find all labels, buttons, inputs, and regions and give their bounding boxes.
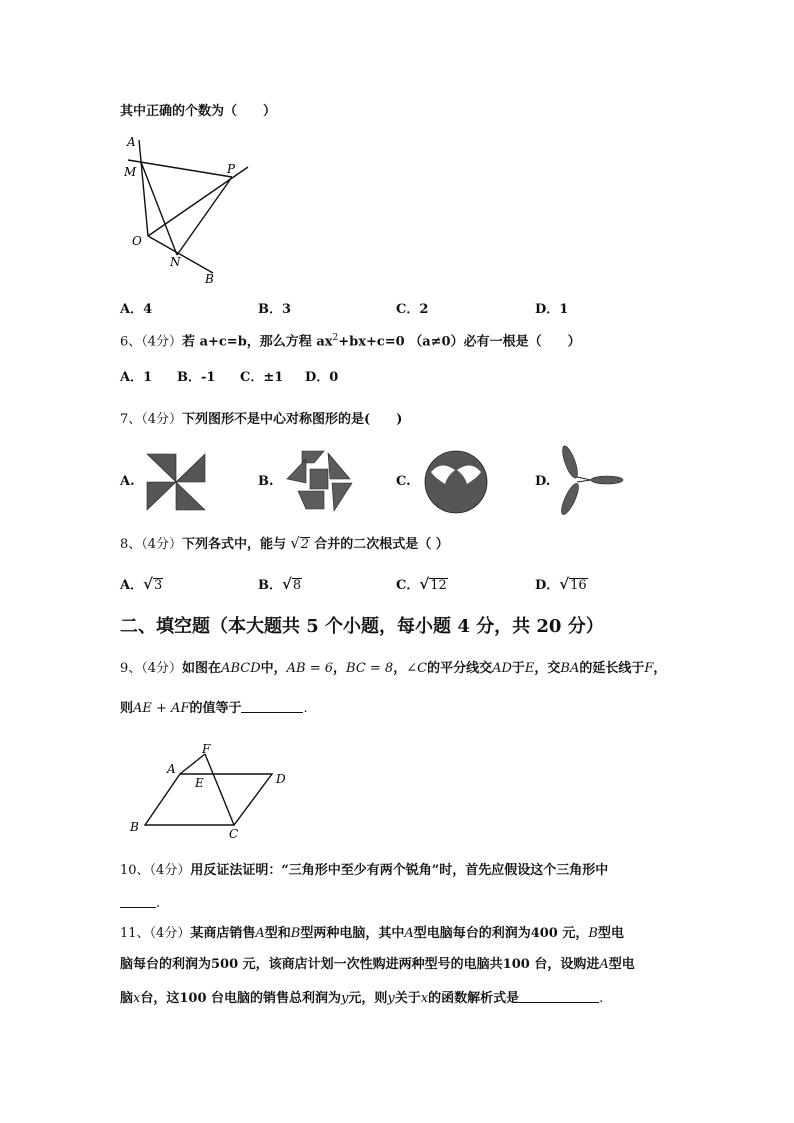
q10-text: 用反证法证明：“三角形中至少有两个锐角”时，首先应假设这个三角形中	[190, 863, 609, 878]
q5-label-p: P	[227, 162, 236, 176]
q11-text-5: 型电	[597, 926, 624, 941]
q6-option-c[interactable]: C．±1	[240, 370, 284, 385]
q9-math-ae-af: AE + AF	[133, 701, 190, 716]
q11-text-10: 的函数解析式是	[428, 991, 520, 1006]
q9-math-abcd: ABCD	[221, 661, 261, 676]
q10-stem	[120, 864, 608, 877]
q6-superscript: 2	[332, 333, 339, 343]
q6-text-a: 若 a+c=b，那么方程 ax	[182, 334, 333, 350]
q8-text-a: 下列各式中，能与	[182, 537, 287, 552]
q8-option-d-label: D．	[535, 578, 560, 593]
q11-text-7: 台，这100 台电脑的销售总利润为	[140, 991, 342, 1006]
q9-math-angle-c: ∠C	[406, 661, 428, 676]
q8-sqrt-2: √2	[290, 534, 310, 552]
q9-text-2: 中，	[260, 661, 287, 676]
q6-option-b[interactable]: B．-1	[177, 370, 216, 385]
q11-math-y-1: y	[341, 991, 349, 1006]
q9-text-equals: 的值等于	[189, 701, 242, 716]
q11-math-y-2: y	[387, 991, 395, 1006]
q5-label-o: O	[132, 234, 142, 248]
q10-answer-blank[interactable]	[120, 895, 156, 908]
q11-number: 11、（4分）	[120, 926, 191, 941]
q5-label-n: N	[170, 255, 181, 269]
line-mn	[141, 162, 177, 255]
q6-stem	[120, 334, 581, 348]
q5-option-a[interactable]: A．4	[120, 302, 153, 317]
q7-shape-d-propeller	[556, 444, 626, 518]
q9-label-a: A	[167, 762, 176, 776]
q9-stem-line1	[120, 662, 666, 675]
q11-math-b-1: B	[290, 926, 301, 941]
q11-text-2: 型和	[264, 926, 291, 941]
q8-text-b: 合并的二次根式是（ ）	[314, 537, 449, 552]
q9-text-7: ，交	[534, 661, 561, 676]
q9-text-3: ，	[333, 661, 347, 676]
q9-math-ab: AB = 6	[286, 661, 334, 676]
q9-label-d: D	[276, 772, 286, 786]
q11-math-a-1: A	[255, 926, 265, 941]
q7-text: 下列图形不是中心对称图形的是( )	[182, 412, 403, 427]
q11-math-b-2: B	[588, 926, 598, 941]
q7-option-d[interactable]: D.	[535, 474, 551, 489]
q5-label-a: A	[127, 135, 136, 149]
q5-option-c[interactable]: C．2	[396, 302, 429, 317]
q10-answer-line	[120, 895, 160, 910]
q11-text-line2: 脑每台的利润为500 元，该商店计划一次性购进两种型号的电脑共100 台，设购进	[120, 957, 600, 972]
q8-option-c[interactable]: C．√12	[396, 575, 447, 593]
q11-math-a-3: A	[599, 957, 609, 972]
q9-text-5: 的平分线交	[427, 661, 493, 676]
q11-math-a-2: A	[404, 926, 414, 941]
q8-option-c-label: C．	[396, 578, 420, 593]
q9-label-f: F	[202, 742, 211, 756]
q7-option-c[interactable]: C.	[396, 474, 411, 489]
q8-option-d[interactable]: D．√16	[535, 575, 587, 593]
q7-option-a[interactable]: A.	[120, 474, 135, 489]
q9-text-4: ，	[393, 661, 407, 676]
q5-option-b[interactable]: B．3	[258, 302, 292, 317]
q5-option-d[interactable]: D．1	[535, 302, 569, 317]
q6-number: 6、（4分）	[120, 334, 183, 350]
q11-stem-line2	[120, 958, 635, 971]
q6-option-a[interactable]: A．1	[120, 370, 153, 385]
q11-text-6: 脑	[120, 991, 134, 1006]
q9-text-6: 于	[511, 661, 525, 676]
q8-option-b[interactable]: B．√8	[258, 575, 302, 593]
q8-option-a-label: A．	[120, 578, 144, 593]
q11-answer-blank[interactable]	[519, 990, 599, 1003]
q11-text-line2-end: 型电	[608, 957, 635, 972]
q7-shape-a-pinwheel	[147, 454, 205, 510]
q9-answer-blank[interactable]	[241, 700, 303, 713]
q8-option-a-radicand: 3	[153, 578, 163, 593]
q9-math-e: E	[524, 661, 535, 676]
q10-period: .	[156, 896, 161, 911]
line-np	[177, 177, 232, 255]
q8-option-a[interactable]: A．√3	[120, 575, 163, 593]
q11-text-3: 型两种电脑，其中	[300, 926, 405, 941]
q9-text-1: 如图在	[182, 661, 222, 676]
q9-math-f: F	[644, 661, 654, 676]
q8-option-b-label: B．	[258, 578, 282, 593]
q6-option-d[interactable]: D．0	[305, 370, 339, 385]
q9-number: 9、（4分）	[120, 661, 183, 676]
q9-label-c: C	[229, 827, 239, 841]
q7-option-b[interactable]: B.	[258, 474, 274, 489]
q11-text-8: 元，则	[348, 991, 388, 1006]
q9-stem-line2	[120, 700, 308, 715]
q11-math-x-1: x	[133, 991, 141, 1006]
q5-stem-tail: 其中正确的个数为（ ）	[120, 104, 277, 119]
q5-label-m: M	[124, 165, 137, 179]
q8-number: 8、（4分）	[120, 537, 183, 552]
q11-stem-line1	[120, 927, 624, 940]
q11-period: .	[599, 991, 604, 1006]
q7-number: 7、（4分）	[120, 412, 183, 427]
q10-number: 10、（4分）	[120, 863, 191, 878]
q9-text-8: 的延长线于	[579, 661, 645, 676]
q7-shape-c-circle	[423, 450, 489, 514]
q9-math-bc: BC = 8	[346, 661, 394, 676]
q9-math-ad: AD	[492, 661, 512, 676]
q5-figure	[120, 130, 260, 290]
q6-text-b: +bx+c=0 （a≠0）必有一根是（ ）	[338, 334, 581, 350]
q8-option-c-radicand: 12	[430, 578, 447, 593]
q8-stem	[120, 536, 449, 552]
q11-stem-line3	[120, 990, 603, 1005]
q7-shape-b-tangram	[284, 449, 354, 513]
q8-option-b-radicand: 8	[292, 578, 302, 593]
q9-math-ba: BA	[560, 661, 580, 676]
q8-radicand: 2	[300, 537, 310, 552]
line-oa	[139, 140, 148, 236]
q11-math-x-2: x	[420, 991, 429, 1006]
q7-stem	[120, 413, 402, 426]
q11-text-9: 关于	[394, 991, 421, 1006]
q11-text-1: 某商店销售	[190, 926, 256, 941]
q8-option-d-radicand: 16	[570, 578, 587, 593]
section-2-title: 二、填空题（本大题共 5 个小题，每小题 4 分，共 20 分）	[120, 616, 604, 637]
q9-text-then: 则	[120, 701, 134, 716]
q5-label-b: B	[205, 272, 214, 286]
line-ob	[148, 236, 213, 273]
q9-label-e: E	[195, 776, 204, 790]
q9-text-9: ，	[653, 661, 667, 676]
q9-figure-parallelogram	[125, 740, 295, 846]
q9-period: .	[303, 701, 308, 716]
q11-text-4: 型电脑每台的利润为400 元，	[413, 926, 589, 941]
q9-label-b: B	[130, 820, 139, 834]
